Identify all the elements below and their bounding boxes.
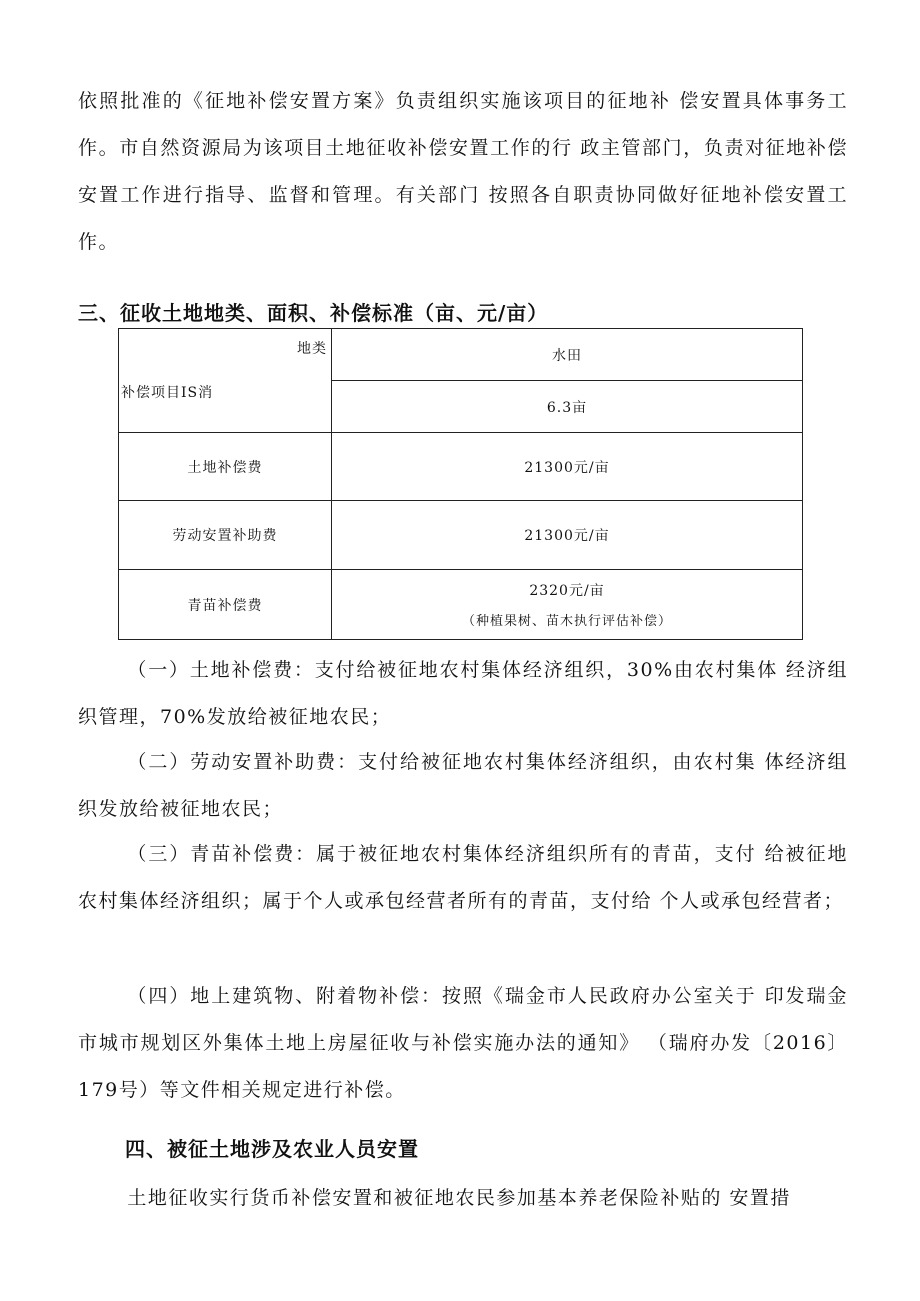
intro-paragraph: 依照批准的《征地补偿安置方案》负责组织实施该项目的征地补 偿安置具体事务工作。市自然资源局为该项目土地征收补偿安置工作的行 政主管部门，负责对征地补偿安置工作进行指导、监督和管理。有关部门 按照各自职责协同做好征地补偿安置工作。: [78, 90, 848, 253]
row-note: （种植果树、苗木执行评估补偿）: [461, 614, 672, 629]
header-land-type-label: 地类: [297, 340, 327, 357]
section3-title: 三、征收土地地类、面积、补偿标准（亩、元/亩）: [78, 301, 549, 325]
compensation-table: [118, 328, 803, 640]
section4-title: 四、被征土地涉及农业人员安置: [125, 1137, 419, 1161]
item-labor-resettlement: （二）劳动安置补助费：支付给被征地农村集体经济组织，由农村集 体经济组织发放给被征地农民；: [78, 751, 848, 820]
row-label: 劳动安置补助费: [119, 501, 332, 570]
row-label: 青苗补偿费: [119, 570, 332, 640]
final-paragraph: 土地征收实行货币补偿安置和被征地农民参加基本养老保险补贴的 安置措: [127, 1187, 791, 1209]
item-young-crops: （三）青苗补偿费：属于被征地农村集体经济组织所有的青苗，支付 给被征地农村集体经济组织；属于个人或承包经营者所有的青苗，支付给 个人或承包经营者；: [78, 843, 848, 912]
row-value: 21300元/亩: [332, 501, 803, 570]
land-type-value: 水田: [332, 329, 803, 381]
table-row: [119, 501, 803, 570]
item-buildings: （四）地上建筑物、附着物补偿：按照《瑞金市人民政府办公室关于 印发瑞金市城市规划区外集体土地上房屋征收与补偿实施办法的通知》 （瑞府办发〔2016〕 179号）等文件相关规定进行补偿。: [78, 985, 848, 1101]
table-row: [119, 433, 803, 501]
row-value: 2320元/亩: [529, 583, 605, 599]
area-value: 6.3亩: [332, 381, 803, 433]
item-land-compensation: （一）土地补偿费：支付给被征地农村集体经济组织，30%由农村集体 经济组织管理，70%发放给被征地农民；: [78, 659, 848, 728]
header-compensation-item-label: 补偿项目IS消: [121, 384, 214, 401]
row-label: 土地补偿费: [119, 433, 332, 501]
table-row: [119, 570, 803, 640]
row-value-cell: [332, 570, 803, 640]
table-corner-cell: [119, 329, 332, 433]
row-value: 21300元/亩: [332, 433, 803, 501]
